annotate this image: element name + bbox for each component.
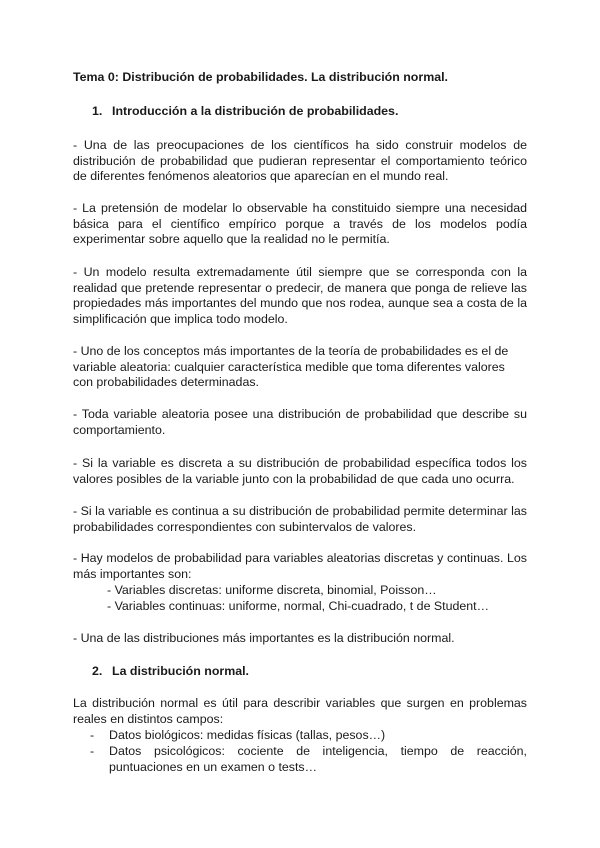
- paragraph: - La pretensión de modelar lo observable ha constituido siempre una necesidad básica para el científico empírico porque a través de los modelos podía experimentar sobre aquello que la realidad no le permitía.: [73, 201, 527, 247]
- sub-item: - Variables discretas: uniforme discreta, binomial, Poisson…: [107, 583, 437, 597]
- section-2-number: 2.: [92, 664, 103, 678]
- paragraph: - Una de las preocupaciones de los científicos ha sido construir modelos de distribución de probabilidad que pudieran representar el comportamiento teórico de diferentes fenómenos aleatorios que aparecían en el mundo real.: [73, 138, 527, 184]
- paragraph: - Hay modelos de probabilidad para variables aleatorias discretas y continuas. Los más importantes son:: [73, 551, 527, 581]
- section-2-heading: [92, 664, 249, 680]
- bullet-marker: -: [90, 744, 95, 758]
- paragraph: - Si la variable es continua a su distribución de probabilidad permite determinar las probabilidades correspondientes con subintervalos de valores.: [73, 504, 527, 534]
- paragraph: - Una de las distribuciones más importantes es la distribución normal.: [73, 631, 455, 645]
- paragraph: - Un modelo resulta extremadamente útil siempre que se corresponda con la realidad que pretende representar o predecir, de manera que ponga de relieve las propiedades más importantes del mundo que nos rodea, aunque sea a costa de la simplificación que implica todo modelo.: [73, 265, 527, 326]
- bullet-marker: -: [90, 728, 95, 742]
- paragraph: - Toda variable aleatoria posee una distribución de probabilidad que describe su comportamiento.: [73, 407, 527, 437]
- list-item-text: Datos biológicos: medidas físicas (tallas, pesos…): [109, 728, 386, 742]
- paragraph: La distribución normal es útil para describir variables que surgen en problemas reales en distintos campos:: [73, 696, 527, 726]
- paragraph: - Uno de los conceptos más importantes de la teoría de probabilidades es el de variable aleatoria: cualquier característica medible que toma diferentes valores con probabilidades determinadas.: [73, 344, 509, 390]
- section-2-title: La distribución normal.: [112, 664, 249, 678]
- section-1-number: 1.: [92, 104, 103, 118]
- list-item-text: Datos psicológicos: cociente de inteligencia, tiempo de reacción, puntuaciones en un examen o tests…: [109, 744, 527, 774]
- sub-item: - Variables continuas: uniforme, normal, Chi-cuadrado, t de Student…: [107, 599, 490, 613]
- paragraph: - Si la variable es discreta a su distribución de probabilidad específica todos los valores posibles de la variable junto con la probabilidad de que cada uno ocurra.: [73, 456, 527, 486]
- section-1-title: Introducción a la distribución de probabilidades.: [112, 104, 399, 118]
- document-title: Tema 0: Distribución de probabilidades. La distribución normal.: [73, 70, 448, 84]
- section-1-heading: [92, 104, 398, 120]
